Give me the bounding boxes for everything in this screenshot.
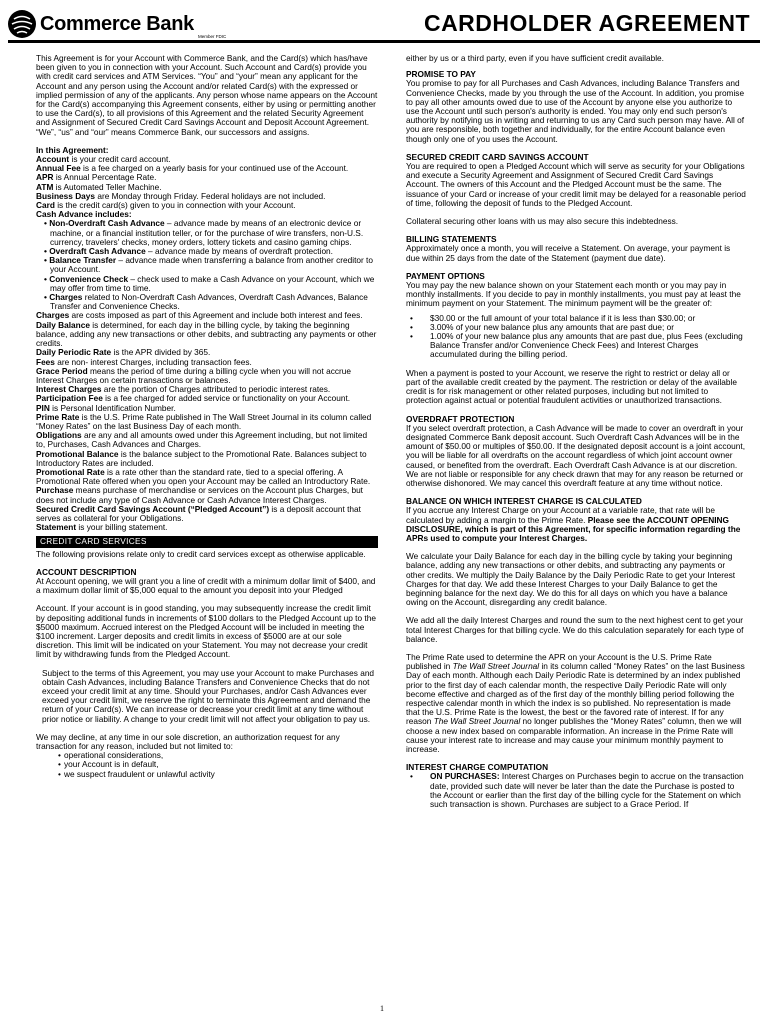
definition-term: Purchase [36,485,74,496]
decline-list [36,751,378,779]
definition-term: Promotional Balance [36,448,119,459]
definition-term: Grace Period [36,365,88,376]
definitions-list [36,155,378,219]
definition-item [36,275,378,293]
prime-rate-part-3: no longer publishes the “Money Rates” column, then we will choose a new index based on comparable information. An increase in the Prime Rate will cause your interest rate to increase and may cause your minimum monthly payment to increase. [406,716,742,754]
definitions-heading: In this Agreement: [36,144,109,155]
definition-term: Promotional Rate [36,466,105,477]
page-title: CARDHOLDER AGREEMENT [423,10,750,36]
definition-term: Cash Advance includes: [36,209,132,220]
prime-rate-wsj: The Wall Street Journal [452,661,540,672]
definition-text: is the balance subject to the Promotional Rate. Balances subject to Introductory Rates are included. [36,448,367,468]
definition-text: – advance made when transferring a balance from another creditor to your Account. [50,255,373,275]
definition-text: – check used to make a Cash Advance on your Account, which we may offer from time to time. [50,273,375,293]
interest-computation-heading: INTEREST CHARGE COMPUTATION [406,762,549,773]
right-column [406,54,746,818]
account-description-heading: ACCOUNT DESCRIPTION [36,566,137,577]
prime-rate-part-2: in its column called “Money Rates” on the last Business Day of each month. Although each Daily Periodic Rate is determined by an index published prior to the first day of each calendar month, the respective Daily Periodic Rate will only become effective and charged as of the first day of the monthly billing period following the respective calendar month in which the index is so published. No representation is made that the U.S. Prime Rate is the lowest, the best or the favored rate of interest. If for any reason [406,661,745,727]
definition-text: means the period of time during a billing cycle when you will not accrue Interest Charges on certain transactions or balances. [36,365,351,385]
decline-item: • your Account is in default, [36,760,378,769]
secured-account-heading: SECURED CREDIT CARD SAVINGS ACCOUNT [406,151,589,162]
definition-term: Annual Fee [36,163,81,174]
definition-term: Participation Fee [36,393,103,404]
on-purchases-term: ON PURCHASES: [430,771,500,782]
globe-icon [8,10,36,38]
definition-text: is determined, for each day in the billing cycle, by taking the beginning balance, adding any new transactions or other debits, and subtracting any payments or other credits. [36,319,377,349]
definition-text: is Annual Percentage Rate. [53,172,157,183]
definition-term: Statement [36,522,77,533]
intro-paragraph: This Agreement is for your Account with Commerce Bank, and the Card(s) which has/have been given to you in connection with your Account. Such Account and Card(s) provide you with credit card services and ATM Services. “You” and “your” mean any applicant for the Account and any person using the Account and/or related Card(s) with the expressed or implied permission of any of the applicants. Any person whose name appears on the Account for the Card(s) accompanying this Agreement consents, either by using or permitting another to use the Card(s), to all provisions of this Agreement and the related Security Agreement and Assignment of Secured Credit Card Savings Account and Deposit Account Agreement. “We”, “us” and “our” means Commerce Bank, our successors and assigns. [36,53,378,137]
overdraft-text: If you select overdraft protection, a Cash Advance will be made to cover an overdraft in your designated Commerce Bank deposit account. Such Overdraft Cash Advances will be in the amount of $50.00 or multiples of $50.00. If the designated deposit account is a joint account, you will be liable for all overdrafts on the account regardless of which joint account owner caused, or benefited from the overdraft. Each Overdraft Cash Advance is at our discretion. We are not liable or responsible for any check drawn that may for any reason be returned or otherwise dishonored. We may cancel this overdraft feature at any time without notice. [406,422,746,488]
bank-logo [8,10,194,38]
definition-item [36,450,378,468]
definition-item [36,219,378,247]
member-fdic: Member FDIC [198,34,227,39]
daily-calc-text: We calculate your Daily Balance for each day in the billing cycle by taking your beginning balance, adding any new transactions or other debits, and subtracting any payments or other credits. We multiply the Daily Balance by the Daily Periodic Rate to get your Interest Charges for that day. We add these Interest Charges to your Daily Balance to get the beginning balance for the next day. We do this for all days on which you have a balance owing on the Account, disregarding any credit balance. [406,551,736,608]
definition-text: is a fee charged for added service or functionality on your Account. [102,393,351,404]
payment-option-item: • 3.00% of your new balance plus any amounts that are past due; or [406,323,746,332]
payment-posted-text: When a payment is posted to your Account, we reserve the right to restrict or delay all or part of the available credit created by the payment. The restriction or delay of the available credit is for risk management or other related purposes, including but not limited to protection against actual or potential fraudulent activities or unauthorized transactions. [406,367,737,406]
decline-item: • operational considerations, [36,751,378,760]
payment-option-item: • 1.00% of your new balance plus any amounts that are past due, plus Fees (excluding Balance Transfer and/or Convenience Check Fees) and Interest Charges accumulated during the billing period. [406,332,746,360]
definition-term: APR [36,172,54,183]
definition-text: is the U.S. Prime Rate published in The Wall Street Journal in its column called “Money Rates” on the last Business Day of each month. [36,411,372,431]
continued-line: either by us or a third party, even if you have sufficient credit available. [406,53,664,63]
definition-text: is a deposit account that serves as collateral for your Obligations. [36,503,361,523]
definition-term: Business Days [36,190,96,201]
definitions-list-2 [36,311,378,532]
definition-text: is your billing statement. [76,522,168,533]
definition-term: Account [36,154,70,165]
definition-text: is a rate other than the standard rate, tied to a special offering. A Promotional Rate offered when you open your Account may be called an Introductory Rate. [36,466,371,487]
add-charges-text: We add all the daily Interest Charges and round the sum to the next highest cent to get your total Interest Charges for that billing cycle. We do this calculation separately for each type of balance. [406,615,744,644]
definition-item [36,505,378,523]
definition-text: is your credit card account. [69,154,171,165]
definition-text: is a fee charged on a yearly basis for your continued use of the Account. [80,163,349,174]
prime-rate-wsj-2: The Wall Street Journal [433,716,521,727]
definition-text: are non- interest Charges, including transaction fees. [54,356,252,367]
account-description-3: Subject to the terms of this Agreement, you may use your Account to make Purchases and obtain Cash Advances, including Balance Transfers and Convenience Checks that do not exceed your credit limit at any time. Should your Purchases, and/or Cash Advances ever exceed your credit limit, we reserve the right to terminate this Agreement and demand the return of your Card(s). We can increase or decrease your credit limit at any time without prior notice or liability. A change to your credit limit will not affect your obligation to pay us. [42,667,375,724]
definition-term: ATM [36,181,54,192]
definition-text: related to Non-Overdraft Cash Advances, Overdraft Cash Advances, Balance Transfer and Convenience Checks. [50,292,368,312]
prime-rate-part-1: The Prime Rate used to determine the APR on your Account is the U.S. Prime Rate published in [406,651,712,672]
billing-statements-text: Approximately once a month, you will receive a Statement. On average, your payment is due within 25 days from the date of the Statement (payment due date). [406,243,731,263]
interest-computation-list [406,772,746,809]
definition-term: Daily Periodic Rate [36,347,112,358]
definition-term: Obligations [36,430,82,441]
definition-text: are Monday through Friday. Federal holidays are not included. [95,190,326,201]
decline-item: • we suspect fraudulent or unlawful activity [36,770,378,779]
definition-term: • Non-Overdraft Cash Advance [44,218,165,229]
definition-item [36,413,378,431]
payment-options-list [406,314,746,360]
definition-item [36,486,378,504]
secured-account-text: You are required to open a Pledged Account which will serve as security for your Obligations and execute a Security Agreement and Assignment of Secured Credit Card Savings Account. The owners of this Account and the Pledged Account must be the same. The issuance of your Card or increase of your credit limit may be delayed for a reasonable period of time, following the deposit of funds to the Pledged Account. [406,161,746,208]
bank-name: Commerce Bank [40,13,194,35]
definition-item [36,523,378,532]
definition-text: are the portion of Charges attributed to periodic interest rates. [101,384,331,395]
prime-rate-text [406,653,746,754]
payment-options-heading: PAYMENT OPTIONS [406,270,485,281]
definition-term: Charges [36,310,70,321]
definition-item [36,256,378,274]
billing-statements-heading: BILLING STATEMENTS [406,234,497,245]
definition-term: • Charges [44,292,83,303]
left-column [36,54,378,779]
balance-text [406,506,746,543]
account-description-1: At Account opening, we will grant you a line of credit with a minimum dollar limit of $400, and a maximum dollar limit of $5,000 equal to the amount you deposit into your Pledged [36,575,376,596]
on-purchases-text: Interest Charges on Purchases begin to accrue on the transaction date, provided such date will never be later than the date the Purchase is posted to the Account or earlier than the first day of the billing cycle for the Statement on which such transaction is shown. Purchases are subject to a Grace Period. If [430,771,744,810]
on-purchases-item [406,772,746,809]
definition-term: Secured Credit Card Savings Account (“Pledged Account”) [36,503,270,514]
header-rule [8,40,760,43]
definition-text: – advance made by means of an electronic device or machine, or a financial institution teller, or for the purchase of wire transfers, non-U.S. currency, travelers' checks, money orders, lottery tickets and casino gaming chips. [50,218,364,247]
account-description-4: We may decline, at any time in our sole discretion, an authorization request for any transaction for any reason, included but not limited to: [36,731,340,752]
definition-term: • Overdraft Cash Advance [44,246,146,257]
balance-heading: BALANCE ON WHICH INTEREST CHARGE IS CALCULATED [406,496,642,507]
definition-text: are costs imposed as part of this Agreement and include both interest and fees. [69,310,363,321]
definition-item [36,468,378,486]
promise-to-pay-text: You promise to pay for all Purchases and Cash Advances, including Balance Transfers and Convenience Checks, made by you through the use of the Account. In addition, you promise to pay all other amounts owed due to use of the Account by anyone else you authorize to use the Account until such person's authority is ended. You may only end such person's authority by notifying us in writing and returning to us any Card such person may have. All of you are responsible, both together and individually, for the entire Account balance even though only one of you uses the Account. [406,78,745,144]
definition-term: Prime Rate [36,411,80,422]
definition-text: is Personal Identification Number. [49,402,176,413]
account-description-2: Account. If your account is in good standing, you may subsequently increase the credit limit by depositing additional funds in increments of $100 dollars to the Pledged Account up to the $5000 maximum. Accrued interest on the Pledged Account will be included in meeting the $100 increment. Larger deposits and credit limits in excess of $5000 are at our sole discretion. This limit will be indicated on your Statement. You may not decrease your credit limit by withdrawing funds from the Pledged Account. [36,603,376,660]
payment-option-item: • $30.00 or the full amount of your total balance if it is less than $30.00; or [406,314,746,323]
cash-advance-list [36,219,378,311]
definition-text: means purchase of merchandise or services on the Account plus Charges, but does not include any type of Cash Advance or Cash Advance Interest Charges. [36,485,363,505]
definition-text: is Automated Teller Machine. [53,181,162,192]
ccs-intro: The following provisions relate only to credit card services except as otherwise applicable. [36,548,366,559]
definition-term: Interest Charges [36,384,102,395]
definition-text: – advance made by means of overdraft protection. [145,246,333,257]
promise-to-pay-heading: PROMISE TO PAY [406,69,476,80]
definition-item [36,293,378,311]
definition-term: PIN [36,402,50,413]
definition-item [36,431,378,449]
definition-text: is the APR divided by 365. [111,347,211,358]
page-number: 1 [380,1004,384,1013]
definition-item [36,321,378,349]
definition-text: is the credit card(s) given to you in connection with your Account. [54,200,296,211]
collateral-text: Collateral securing other loans with us may also secure this indebtedness. [406,216,679,227]
definition-item [36,367,378,385]
balance-text-b: Please see the ACCOUNT OPENING DISCLOSURE, which is part of this Agreement, for specific information regarding the APRs used to compute your Interest Charges. [406,514,741,543]
definition-term: Fees [36,356,55,367]
definition-term: Daily Balance [36,319,90,330]
balance-text-a: If you accrue any Interest Charge on your Account at a variable rate, that rate will be calculated by adding a margin to the Prime Rate. [406,505,715,525]
overdraft-heading: OVERDRAFT PROTECTION [406,413,515,424]
definition-text: are any and all amounts owed under this Agreement including, but not limited to, Purchases, Cash Advances and Charges. [36,430,368,450]
definition-term: • Balance Transfer [44,255,117,266]
definition-term: Card [36,200,55,211]
payment-options-text: You may pay the new balance shown on your Statement each month or you may pay in monthly installments. If you decide to pay in monthly installments, you must pay at least the minimum payment on your Statement. The minimum payment will be the greater of: [406,280,741,309]
definition-term: • Convenience Check [44,273,129,284]
credit-card-services-bar: CREDIT CARD SERVICES [36,536,378,547]
